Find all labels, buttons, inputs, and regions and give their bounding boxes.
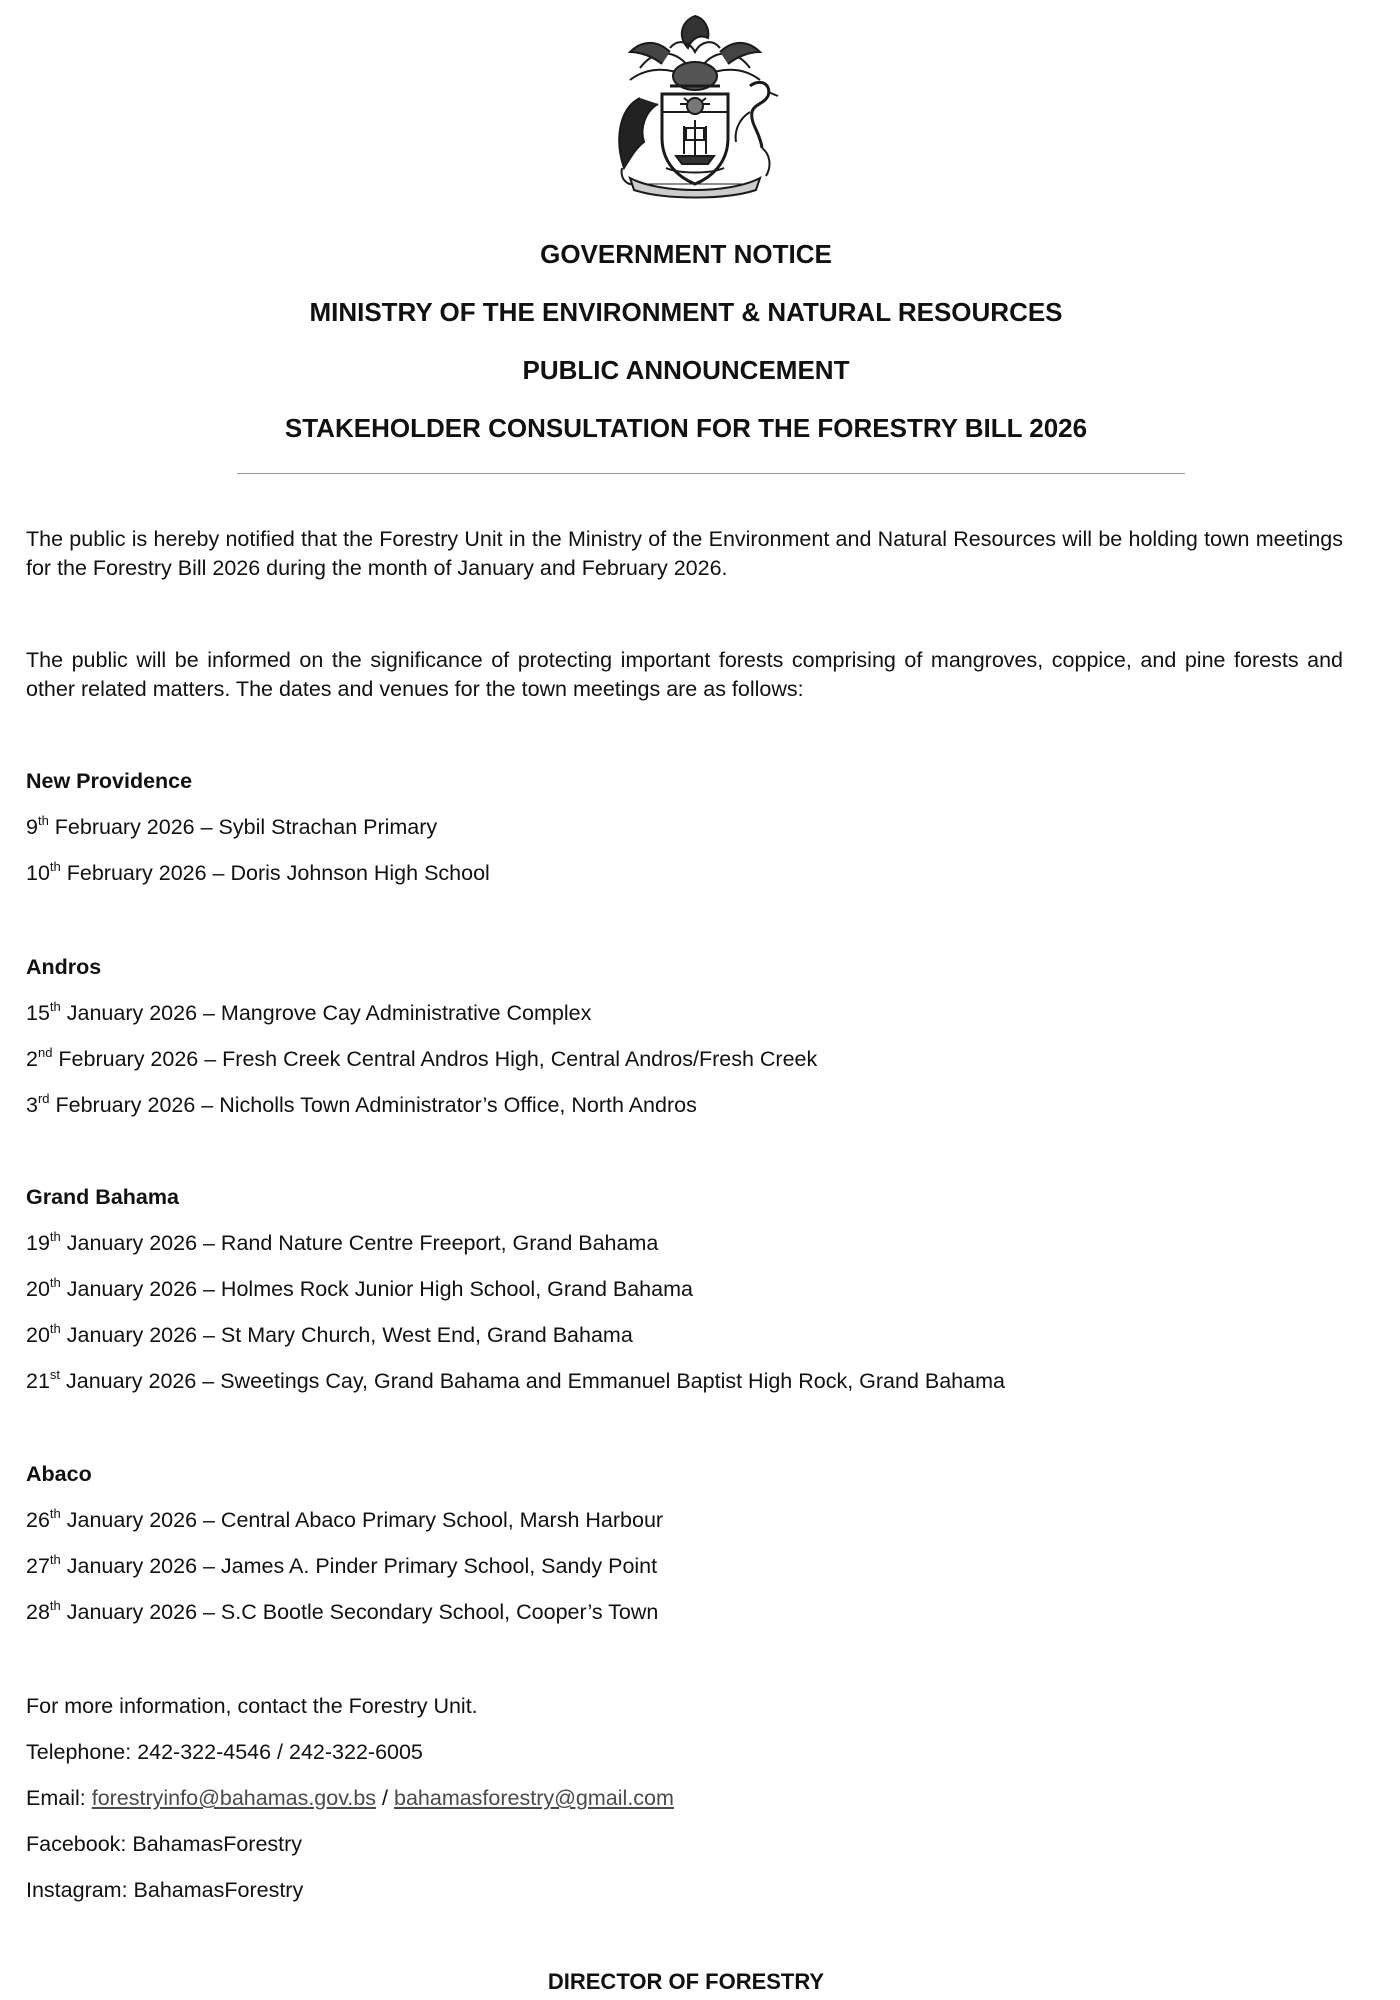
meeting-item: 2nd February 2026 – Fresh Creek Central Andros High, Central Andros/Fresh Creek	[26, 1045, 818, 1071]
meeting-item: 28th January 2026 – S.C Bootle Secondary School, Cooper’s Town	[26, 1598, 659, 1624]
meeting-item: 27th January 2026 – James A. Pinder Primary School, Sandy Point	[26, 1552, 658, 1578]
email-link-forestryinfo[interactable]: forestryinfo@bahamas.gov.bs	[91, 1786, 377, 1810]
meeting-item: 26th January 2026 – Central Abaco Primary School, Marsh Harbour	[26, 1506, 664, 1532]
region-grand-bahama	[26, 1183, 1346, 1413]
region-new-providence	[26, 767, 1346, 905]
facebook-handle: BahamasForestry	[132, 1832, 303, 1856]
instagram-line: Instagram: BahamasForestry	[26, 1878, 304, 1902]
email-line: Email: forestryinfo@bahamas.gov.bs / bahamasforestry@gmail.com	[26, 1786, 674, 1810]
meeting-item: 9th February 2026 – Sybil Strachan Primary	[26, 813, 438, 839]
meeting-item: 20th January 2026 – Holmes Rock Junior High School, Grand Bahama	[26, 1275, 693, 1301]
region-title: Andros	[26, 955, 102, 979]
instagram-handle: BahamasForestry	[133, 1878, 304, 1902]
region-title: New Providence	[26, 769, 193, 793]
notice-title: GOVERNMENT NOTICE	[540, 239, 832, 269]
email-link-bahamasforestry[interactable]: bahamasforestry@gmail.com	[393, 1786, 674, 1810]
header-divider	[237, 473, 1185, 474]
contact-intro: For more information, contact the Forestry Unit.	[26, 1694, 478, 1718]
telephone-numbers: 242-322-4546 / 242-322-6005	[137, 1740, 423, 1764]
notice-headings	[0, 238, 1372, 470]
meeting-item: 15th January 2026 – Mangrove Cay Administrative Complex	[26, 999, 592, 1025]
meeting-item: 3rd February 2026 – Nicholls Town Administrator’s Office, North Andros	[26, 1091, 697, 1117]
intro-paragraph: The public is hereby notified that the Forestry Unit in the Ministry of the Environment and Natural Resources will be holding town meetings for the Forestry Bill 2026 during the month of January and February 2026.	[26, 527, 1343, 580]
coat-of-arms-icon	[600, 8, 790, 200]
ministry-name: MINISTRY OF THE ENVIRONMENT & NATURAL RESOURCES	[309, 297, 1063, 327]
contact-section	[26, 1692, 1346, 1922]
region-title: Abaco	[26, 1462, 92, 1486]
meeting-item: 10th February 2026 – Doris Johnson High School	[26, 859, 490, 885]
meeting-item: 20th January 2026 – St Mary Church, West End, Grand Bahama	[26, 1321, 633, 1347]
region-andros	[26, 953, 1346, 1137]
region-title: Grand Bahama	[26, 1185, 179, 1209]
telephone-line: Telephone: 242-322-4546 / 242-322-6005	[26, 1740, 423, 1764]
meeting-item: 21st January 2026 – Sweetings Cay, Grand Bahama and Emmanuel Baptist High Rock, Grand Bahama	[26, 1367, 1005, 1393]
signature-title: DIRECTOR OF FORESTRY	[547, 1969, 825, 1994]
region-abaco	[26, 1460, 1346, 1644]
facebook-line: Facebook: BahamasForestry	[26, 1832, 303, 1856]
meeting-item: 19th January 2026 – Rand Nature Centre Freeport, Grand Bahama	[26, 1229, 659, 1255]
details-paragraph: The public will be informed on the significance of protecting important forests comprising of mangroves, coppice, and pine forests and other related matters. The dates and venues for the town meetings are as follows:	[26, 648, 1343, 701]
consultation-title: STAKEHOLDER CONSULTATION FOR THE FORESTRY BILL 2026	[284, 413, 1088, 443]
announcement-type: PUBLIC ANNOUNCEMENT	[522, 355, 850, 385]
